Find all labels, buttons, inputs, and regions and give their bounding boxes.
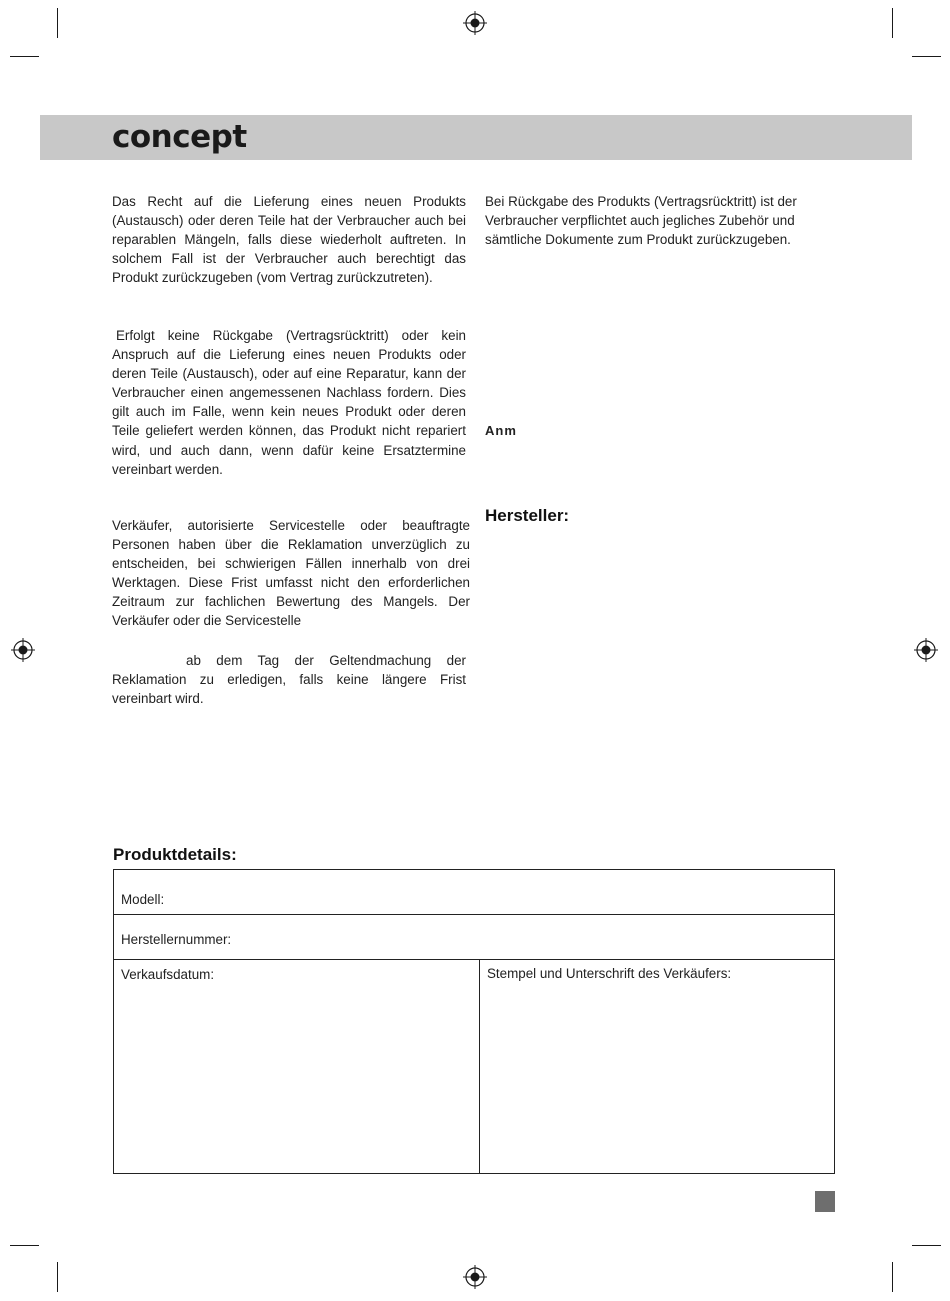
stamp-signature-field-label: Stempel und Unterschrift des Verkäufers:: [487, 966, 732, 981]
brand-logo: concept: [112, 119, 247, 155]
paragraph-discount: Erfolgt keine Rückgabe (Vertragsrücktritt) oder kein Anspruch auf die Lieferung eines neuen Produkts oder deren Teile (Austausch), oder auf eine Reparatur, kann der Verbraucher einen angemessenen Nachlass fordern. Dies gilt auch im Falle, wenn kein neues Produkt oder deren Teile geliefert werden können, das Produkt nicht repariert wird, und auch dann, wenn dafür keine Ersatztermine vereinbart werden.: [112, 328, 466, 477]
paragraph-deadline: ab dem Tag der Geltendmachung der Reklamation zu erledigen, falls keine längere Frist vereinbart wird.: [112, 653, 466, 707]
registration-mark-icon: [11, 638, 35, 662]
paragraph-exchange-right: Das Recht auf die Lieferung eines neuen Produkts (Austausch) oder deren Teile hat der Verbraucher auch bei reparablen Mängeln, falls diese wiederholt auftreten. In solchem Fall ist der Verbraucher auch berechtigt das Produkt zurückzugeben (vom Vertrag zurückzutreten).: [112, 194, 466, 286]
crop-mark: [892, 1262, 893, 1292]
product-details-heading: Produktdetails:: [113, 845, 237, 864]
crop-mark: [912, 1245, 941, 1246]
crop-mark: [10, 1245, 39, 1246]
crop-mark: [892, 8, 893, 38]
manufacturer-number-field-label: Herstellernummer:: [121, 932, 232, 947]
registration-mark-icon: [463, 11, 487, 35]
paragraph-decision: Verkäufer, autorisierte Servicestelle oder beauftragte Personen haben über die Reklamation unverzüglich zu entscheiden, bei schwierigen Fällen innerhalb von drei Werktagen. Diese Frist umfasst nicht den erforderlichen Zeitraum zur fachlichen Bewertung des Mangels. Der Verkäufer oder die Servicestelle: [112, 518, 470, 629]
paragraph-return-accessories: Bei Rückgabe des Produkts (Vertragsrücktritt) ist der Verbraucher verpflichtet auch jegliches Zubehör und sämtliche Dokumente zum Produkt zurückzugeben.: [485, 194, 797, 248]
crop-mark: [10, 56, 39, 57]
crop-mark: [57, 8, 58, 38]
sale-date-field-label: Verkaufsdatum:: [121, 967, 215, 982]
crop-mark: [57, 1262, 58, 1292]
note-label: Anm: [485, 423, 517, 438]
registration-mark-icon: [914, 638, 938, 662]
table-divider: [113, 914, 835, 915]
table-divider: [479, 959, 480, 1174]
model-field-label: Modell:: [121, 892, 165, 907]
page-marker: [815, 1191, 835, 1212]
table-divider: [113, 959, 835, 960]
crop-mark: [912, 56, 941, 57]
registration-mark-icon: [463, 1265, 487, 1289]
manufacturer-heading: Hersteller:: [485, 506, 570, 525]
